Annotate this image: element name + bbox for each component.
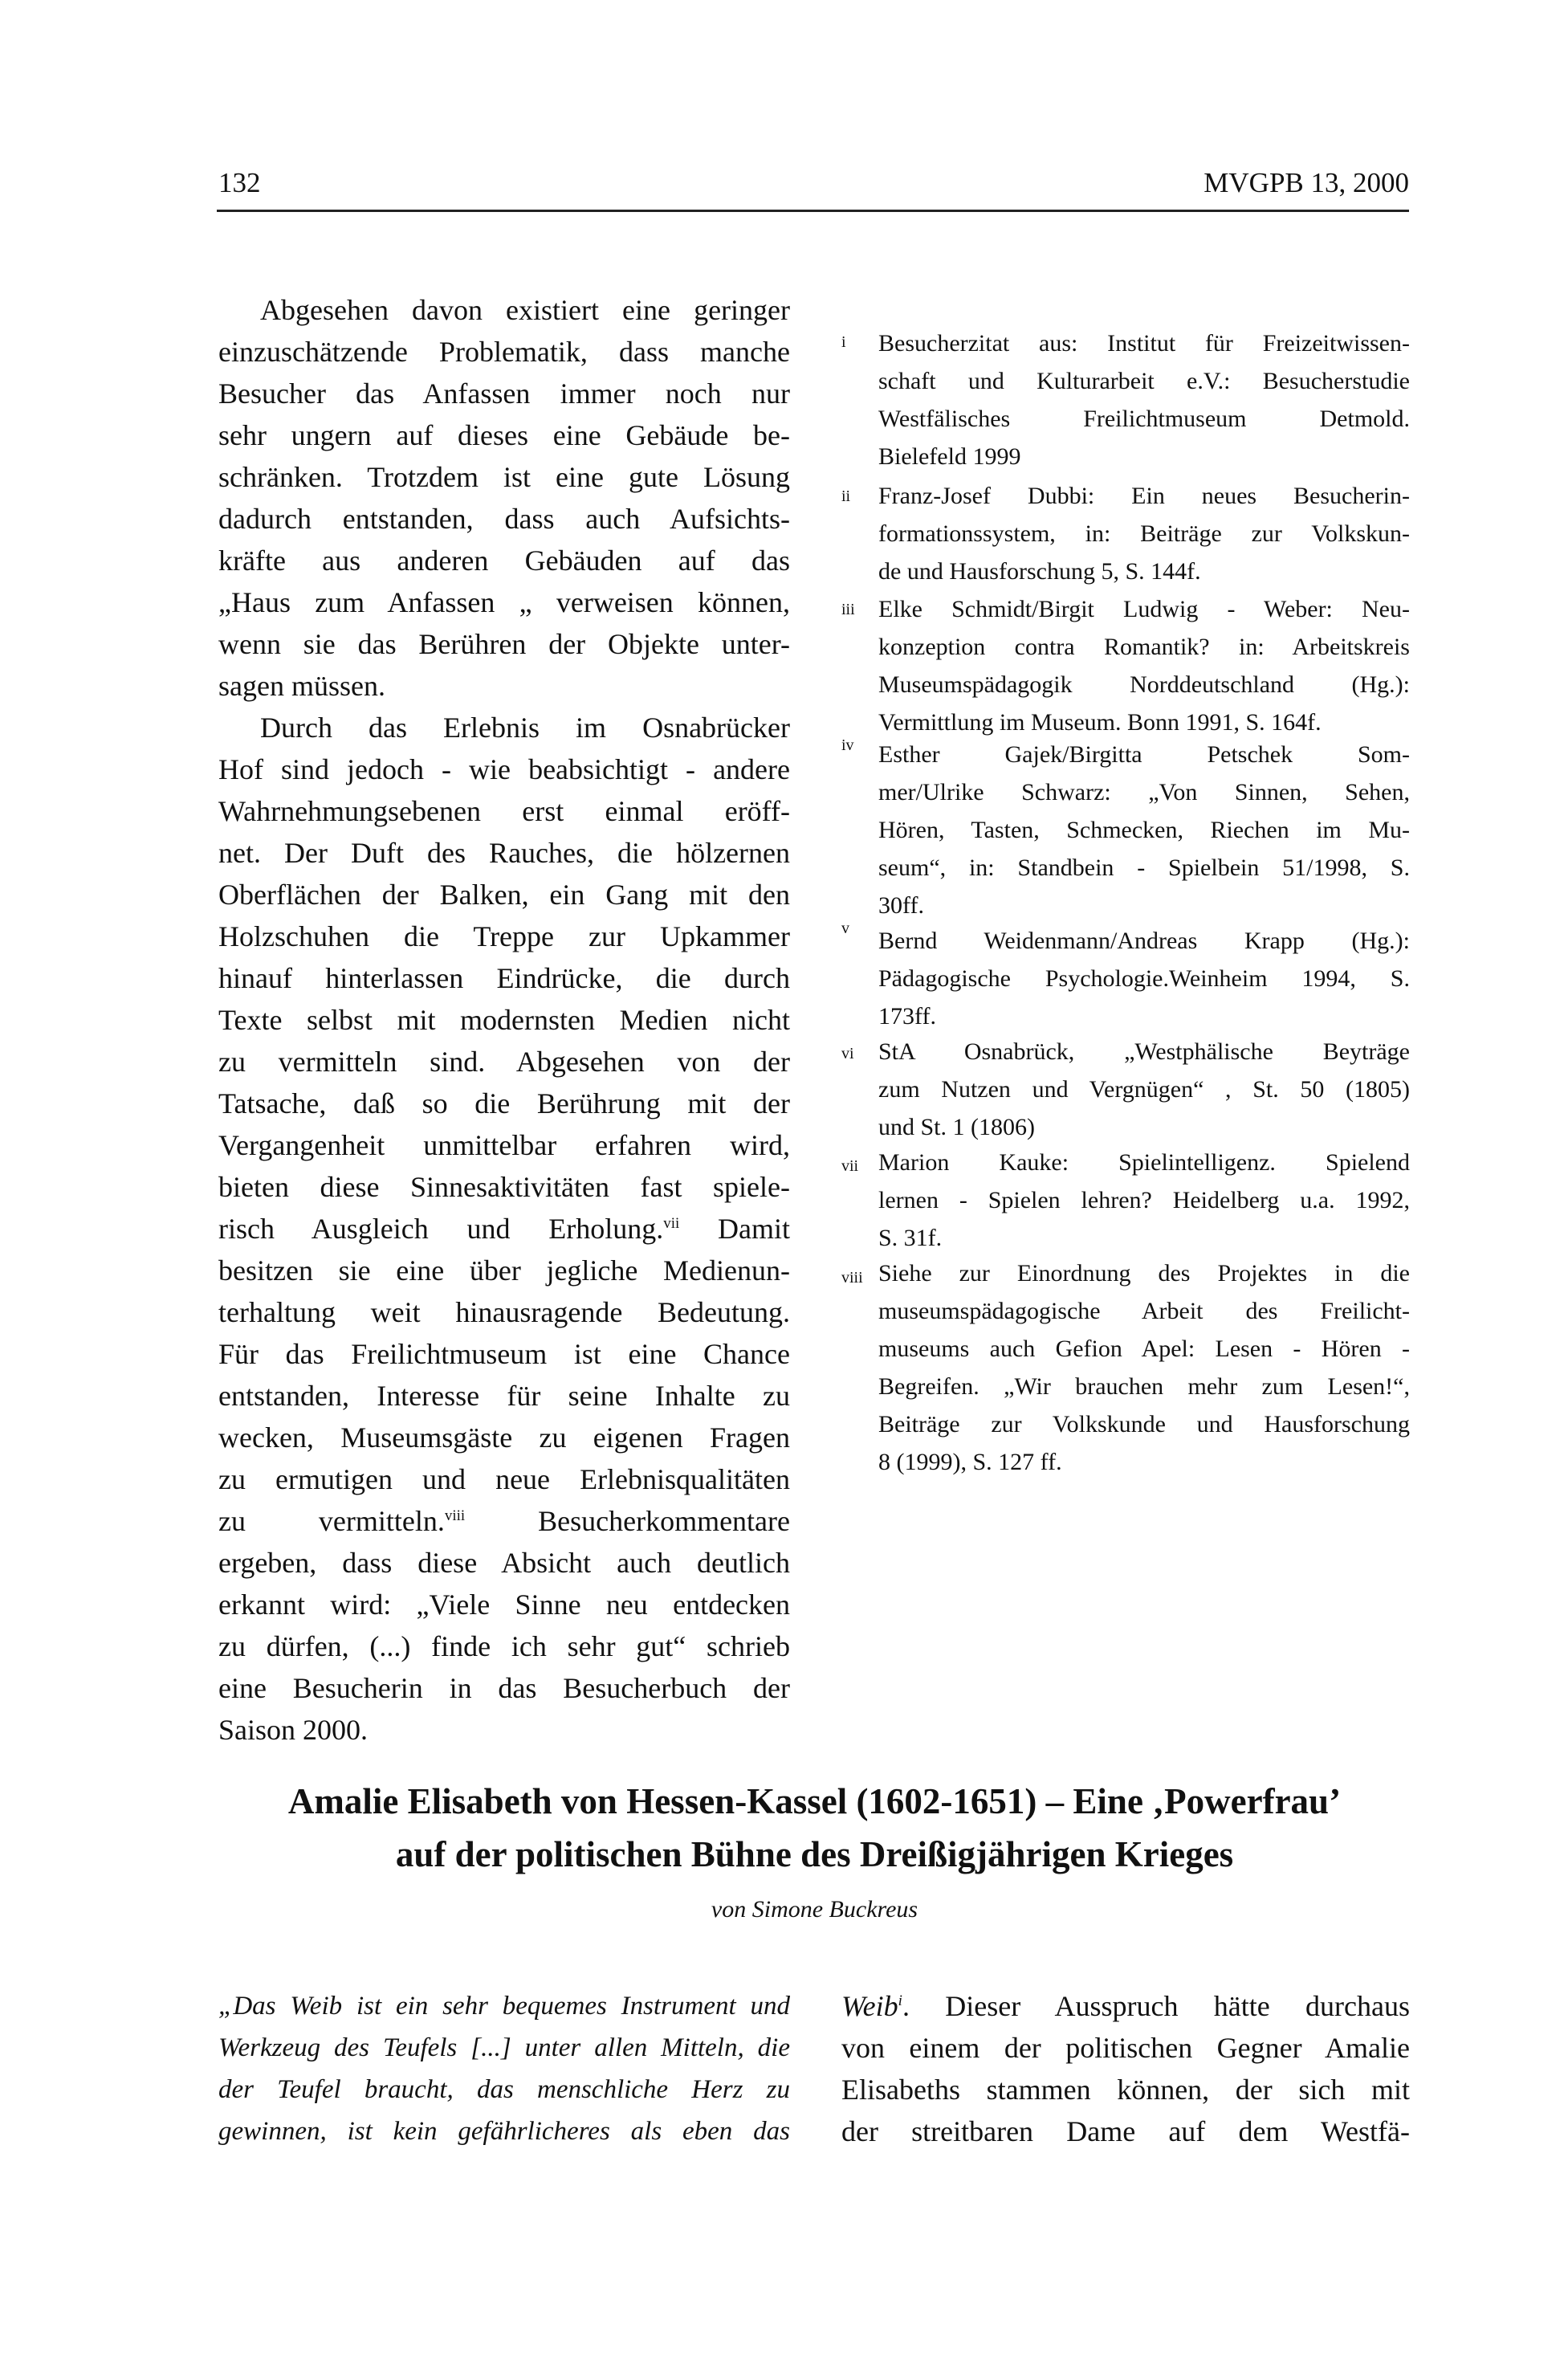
body-line: net. Der Duft des Rauches, die hölzernen — [218, 837, 790, 869]
footnote-line: Pädagogische Psychologie.Weinheim 1994, S. — [878, 965, 1410, 992]
body-line: Wahrnehmungsebenen erst einmal eröff- — [218, 795, 790, 827]
body-line: Für das Freilichtmuseum ist eine Chance — [218, 1338, 790, 1370]
body-line: terhaltung weit hinausragende Bedeutung. — [218, 1296, 790, 1328]
body-line: wenn sie das Berühren der Objekte unter- — [218, 628, 790, 660]
body-line-with-ref — [841, 1985, 1410, 2027]
footnote-line: konzeption contra Romantik? in: Arbeitskreis — [878, 634, 1410, 660]
body-line: Elisabeths stammen können, der sich mit — [841, 2074, 1410, 2106]
body-line: hinauf hinterlassen Eindrücke, die durch — [218, 962, 790, 994]
body-line: schränken. Trotzdem ist eine gute Lösung — [218, 461, 790, 493]
body-line: kräfte aus anderen Gebäuden auf das — [218, 544, 790, 577]
body-line: Tatsache, daß so die Berührung mit der — [218, 1087, 790, 1119]
body-line: dadurch entstanden, dass auch Aufsichts- — [218, 503, 790, 535]
body-line: sehr ungern auf dieses eine Gebäude be- — [218, 419, 790, 451]
footnote-line: Vermittlung im Museum. Bonn 1991, S. 164f. — [878, 709, 1322, 736]
body-line: erkannt wird: „Viele Sinne neu entdecken — [218, 1588, 790, 1621]
footnote-marker: i — [841, 333, 846, 351]
footnote-marker: v — [841, 920, 849, 937]
body-line: Abgesehen davon existiert eine geringer — [260, 294, 790, 326]
footnote-line: und St. 1 (1806) — [878, 1114, 1035, 1140]
body-line: Saison 2000. — [218, 1714, 369, 1746]
body-line: Besucher das Anfassen immer noch nur — [218, 377, 790, 410]
footnote-line: Bernd Weidenmann/Andreas Krapp (Hg.): — [878, 928, 1410, 954]
footnote-line: mer/Ulrike Schwarz: „Von Sinnen, Sehen, — [878, 779, 1410, 805]
body-line: zu vermitteln sind. Abgesehen von der — [218, 1046, 790, 1078]
quote-ending: Weib — [841, 1990, 898, 2022]
footnote-marker: vii — [841, 1157, 859, 1175]
body-line-with-ref — [218, 1500, 790, 1542]
body-text: Damit — [679, 1213, 790, 1245]
footnote-line: Begreifen. „Wir brauchen mehr zum Lesen!“, — [878, 1373, 1410, 1400]
body-line: „Haus zum Anfassen „ verweisen können, — [218, 586, 790, 618]
body-text: risch Ausgleich und Erholung. — [218, 1213, 664, 1245]
footnote-line: Hören, Tasten, Schmecken, Riechen im Mu- — [878, 817, 1410, 843]
body-line: zu ermutigen und neue Erlebnisqualitäten — [218, 1463, 790, 1495]
footnote-line: Bielefeld 1999 — [878, 443, 1021, 470]
body-line: Texte selbst mit modernsten Medien nicht — [218, 1004, 790, 1036]
footnote-line: de und Hausforschung 5, S. 144f. — [878, 558, 1201, 585]
body-line: einzuschätzende Problematik, dass manche — [218, 336, 790, 368]
footnote-line: Franz-Josef Dubbi: Ein neues Besucherin- — [878, 483, 1410, 509]
body-line: Hof sind jedoch - wie beabsichtigt - andere — [218, 753, 790, 785]
body-text: zu vermitteln. — [218, 1505, 445, 1537]
journal-header: MVGPB 13, 2000 — [1203, 167, 1409, 198]
footnote-line: Westfälisches Freilichtmuseum Detmold. — [878, 406, 1410, 432]
quote-line: „Das Weib ist ein sehr bequemes Instrument und — [218, 1992, 790, 2021]
body-line: bieten diese Sinnesaktivitäten fast spiele- — [218, 1171, 790, 1203]
footnote-line: S. 31f. — [878, 1225, 943, 1251]
body-line: entstanden, Interesse für seine Inhalte zu — [218, 1380, 790, 1412]
body-line: eine Besucherin in das Besucherbuch der — [218, 1672, 790, 1704]
footnote-marker: vi — [841, 1045, 854, 1062]
body-line: der streitbaren Dame auf dem Westfä- — [841, 2115, 1410, 2147]
header-rule — [217, 210, 1409, 212]
footnote-ref-vii: vii — [663, 1215, 680, 1232]
body-text: Besucherkommentare — [538, 1505, 790, 1537]
quote-line: der Teufel braucht, das menschliche Herz zu — [218, 2075, 790, 2104]
footnote-marker: iii — [841, 601, 855, 618]
body-line: zu dürfen, (...) finde ich sehr gut“ schrieb — [218, 1630, 790, 1662]
body-line: ergeben, dass diese Absicht auch deutlich — [218, 1547, 790, 1579]
quote-line: gewinnen, ist kein gefährlicheres als eben das — [218, 2117, 790, 2146]
body-line: Vergangenheit unmittelbar erfahren wird, — [218, 1129, 790, 1161]
footnote-line: formationssystem, in: Beiträge zur Volkskun- — [878, 520, 1410, 547]
footnote-line: lernen - Spielen lehren? Heidelberg u.a. 1992, — [878, 1187, 1410, 1213]
footnote-line: Elke Schmidt/Birgit Ludwig - Weber: Neu- — [878, 596, 1410, 622]
footnote-line: Beiträge zur Volkskunde und Hausforschung — [878, 1411, 1410, 1437]
body-line: Holzschuhen die Treppe zur Upkammer — [218, 920, 790, 952]
footnote-line: Besucherzitat aus: Institut für Freizeitwissen- — [878, 330, 1410, 357]
footnote-line: Esther Gajek/Birgitta Petschek Som- — [878, 741, 1410, 768]
footnote-marker: ii — [841, 487, 851, 505]
footnote-line: Siehe zur Einordnung des Projektes in die — [878, 1260, 1410, 1287]
footnote-line: museumspädagogische Arbeit des Freilicht- — [878, 1298, 1410, 1324]
body-line: besitzen sie eine über jegliche Medienun- — [218, 1254, 790, 1287]
body-line: Oberflächen der Balken, ein Gang mit den — [218, 879, 790, 911]
footnote-ref-i: i — [898, 1992, 902, 2009]
footnote-marker: viii — [841, 1269, 863, 1287]
byline: von Simone Buckreus — [711, 1896, 918, 1923]
body-line-with-ref — [218, 1208, 790, 1250]
footnote-line: schaft und Kulturarbeit e.V.: Besucherstudie — [878, 368, 1410, 394]
footnote-line: zum Nutzen und Vergnügen“ , St. 50 (1805) — [878, 1076, 1410, 1103]
body-line: wecken, Museumsgäste zu eigenen Fragen — [218, 1421, 790, 1454]
footnote-line: Marion Kauke: Spielintelligenz. Spielend — [878, 1149, 1410, 1176]
article-title-line-1: Amalie Elisabeth von Hessen-Kassel (1602-1651) – Eine ‚Powerfrau’ — [287, 1781, 1342, 1821]
body-line: Durch das Erlebnis im Osnabrücker — [260, 712, 790, 744]
page-number: 132 — [218, 167, 261, 198]
body-text: . Dieser Ausspruch hätte durchaus — [902, 1990, 1410, 2022]
footnote-line: Museumspädagogik Norddeutschland (Hg.): — [878, 671, 1410, 698]
quote-line: Werkzeug des Teufels [...] unter allen Mitteln, die — [218, 2033, 790, 2062]
article-title-line-2: auf der politischen Bühne des Dreißigjährigen Krieges — [395, 1834, 1234, 1874]
footnote-ref-viii: viii — [444, 1507, 466, 1524]
footnote-line: seum“, in: Standbein - Spielbein 51/1998, S. — [878, 854, 1410, 881]
footnote-line: StA Osnabrück, „Westphälische Beyträge — [878, 1038, 1410, 1065]
body-line: sagen müssen. — [218, 670, 385, 702]
footnote-line: 173ff. — [878, 1003, 936, 1030]
body-line: von einem der politischen Gegner Amalie — [841, 2032, 1410, 2064]
footnote-marker: iv — [841, 736, 854, 754]
footnote-line: museums auch Gefion Apel: Lesen - Hören - — [878, 1336, 1410, 1362]
footnote-line: 30ff. — [878, 892, 924, 919]
footnote-line: 8 (1999), S. 127 ff. — [878, 1449, 1062, 1475]
